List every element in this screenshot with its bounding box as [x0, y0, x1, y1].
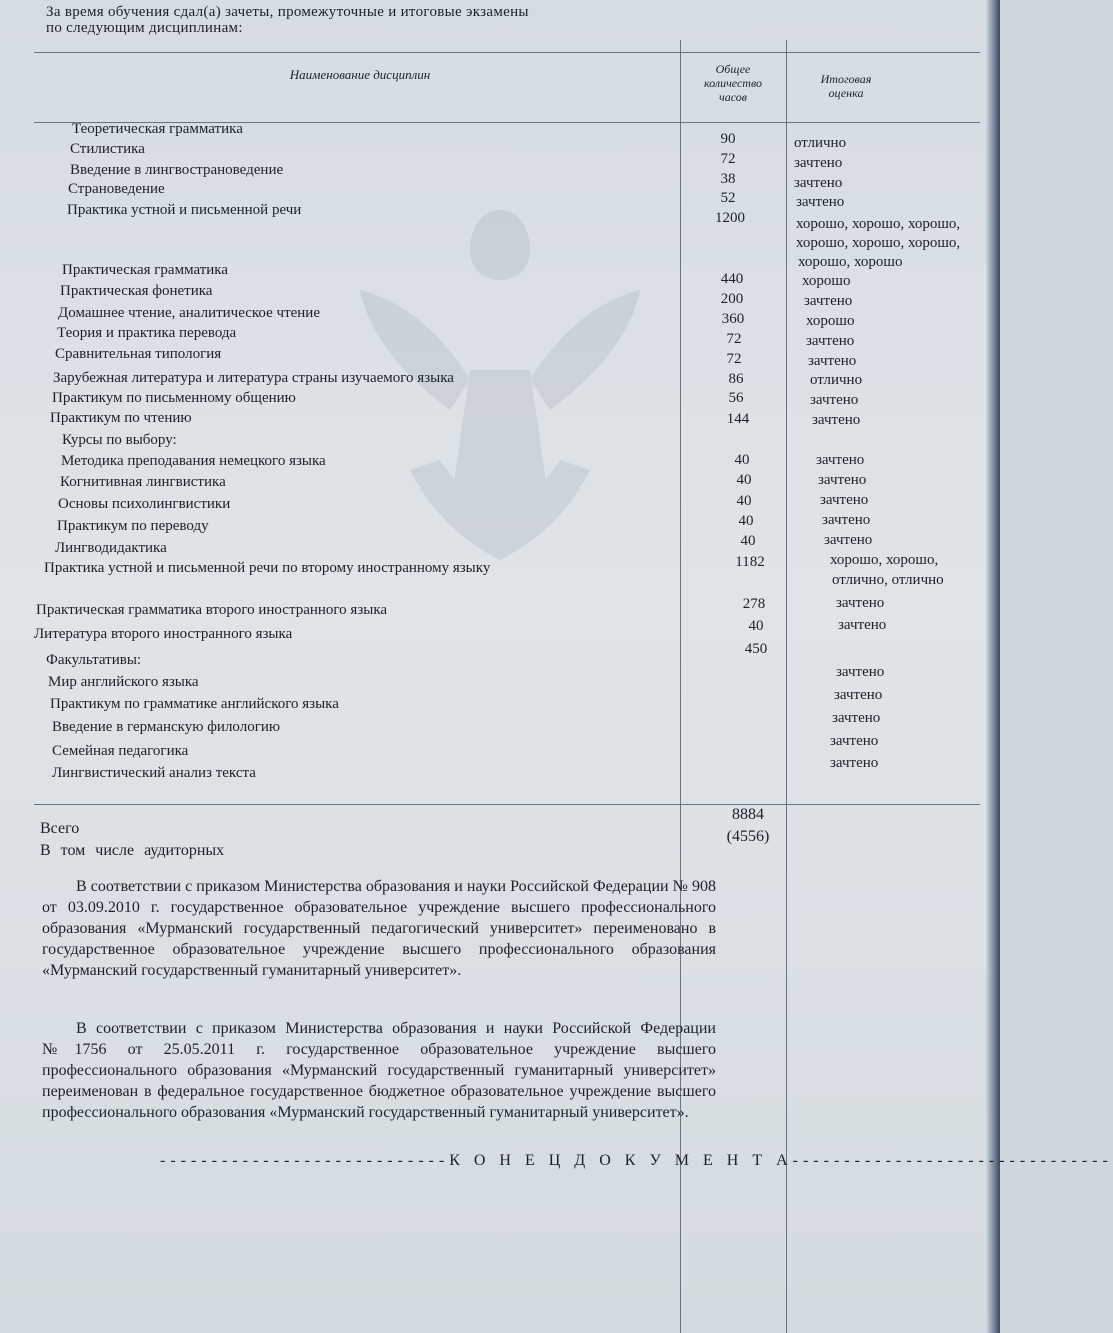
subject-grade: зачтено: [838, 617, 887, 633]
section-label-optional: Факультативы:: [46, 652, 142, 668]
subject-name: Страноведение: [68, 181, 165, 197]
subject-hours: 86: [728, 371, 744, 387]
subject-name: Сравнительная типология: [55, 346, 222, 362]
subject-name: Стилистика: [70, 141, 145, 157]
subject-grade-line-2: отлично, отлично: [832, 572, 944, 588]
subject-hours: 440: [720, 271, 744, 287]
subject-grade: зачтено: [796, 194, 845, 210]
header-line-1: За время обучения сдал(а) зачеты, промежуточные и итоговые экзамены: [46, 4, 529, 20]
table-divider-grade: [786, 40, 787, 1333]
subject-grade: зачтено: [836, 595, 885, 611]
subject-name: Теоретическая грамматика: [72, 121, 243, 137]
subject-grade: зачтено: [836, 664, 885, 680]
subject-hours: 144: [726, 411, 750, 427]
subject-name: Практическая фонетика: [60, 283, 213, 299]
subject-name: Практикум по грамматике английского языка: [50, 696, 339, 712]
header-line-2: по следующим дисциплинам:: [46, 20, 243, 36]
subject-grade: хорошо: [802, 273, 851, 289]
subject-grade: зачтено: [820, 492, 869, 508]
subject-grade: зачтено: [830, 755, 879, 771]
subject-grade: зачтено: [830, 733, 879, 749]
subject-grade: зачтено: [816, 452, 865, 468]
subject-hours: 40: [736, 472, 752, 488]
table-body-border: [34, 804, 980, 805]
subject-grade: зачтено: [818, 472, 867, 488]
table-top-border: [34, 52, 980, 53]
subject-grade: хорошо, хорошо, хорошо,: [796, 216, 961, 232]
auditory-label: В том числе аудиторных: [40, 842, 225, 859]
subject-name: Методика преподавания немецкого языка: [61, 453, 326, 469]
eagle-emblem-watermark: [300, 170, 700, 610]
subject-hours: 40: [734, 452, 750, 468]
column-header-grade-line-1: Итоговая: [820, 72, 872, 86]
subject-grade: зачтено: [808, 353, 857, 369]
column-header-hours-line-1: Общее: [715, 62, 751, 76]
total-hours: 8884: [732, 806, 764, 823]
paper-edge-shadow: [986, 0, 1000, 1333]
subject-hours: 40: [736, 493, 752, 509]
subject-hours: 1182: [735, 554, 765, 570]
subject-grade: зачтено: [824, 532, 873, 548]
subject-grade-line-3: хорошо, хорошо: [798, 254, 903, 270]
subject-name: Практикум по переводу: [57, 518, 209, 534]
subject-hours: 360: [721, 311, 745, 327]
subject-hours: 40: [740, 533, 756, 549]
subject-grade: зачтено: [804, 293, 853, 309]
subject-name: Введение в германскую филологию: [52, 719, 281, 735]
column-header-hours-line-2: количество: [703, 76, 763, 90]
subject-name: Введение в лингвострановедение: [70, 162, 284, 178]
subject-name: Теория и практика перевода: [57, 325, 237, 341]
total-label: Всего: [40, 820, 80, 837]
subject-hours: 90: [720, 131, 736, 147]
subject-name: Мир английского языка: [48, 674, 199, 690]
subject-name: Зарубежная литература и литература страны изучаемого языка: [53, 370, 454, 386]
subject-grade: зачтено: [794, 155, 843, 171]
rename-notice-paragraph-1: В соответствии с приказом Министерства образования и науки Российской Федерации № 908 от 03.09.2010 г. государственное образовательное учреждение высшего профессионального образования «Мурманский государственный педагогический университет» переименовано в государственное образовательное учреждение высшего профессионального образования «Мурманский государственный гуманитарный университет».: [42, 878, 716, 979]
subject-grade: хорошо: [806, 313, 855, 329]
subject-name: Практическая грамматика второго иностранного языка: [36, 602, 388, 618]
column-header-hours-line-3: часов: [719, 90, 747, 104]
subject-name: Семейная педагогика: [52, 743, 189, 759]
subject-name: Практическая грамматика: [62, 262, 229, 278]
subject-grade: хорошо, хорошо,: [830, 552, 939, 568]
table-divider-hours: [680, 40, 681, 1333]
column-header-hours: [680, 62, 786, 104]
subject-grade: зачтено: [834, 687, 883, 703]
subject-grade-line-2: хорошо, хорошо, хорошо,: [796, 235, 961, 251]
subject-name: Литература второго иностранного языка: [34, 626, 293, 642]
section-label-elective: Курсы по выбору:: [62, 432, 177, 448]
subject-name: Практикум по письменному общению: [52, 390, 296, 406]
subject-hours: 72: [720, 151, 736, 167]
subject-hours: 40: [738, 513, 754, 529]
subject-hours: 56: [728, 390, 744, 406]
column-header-grade-line-2: оценка: [828, 86, 864, 100]
subject-hours: 1200: [715, 210, 745, 226]
subject-name: Практикум по чтению: [50, 410, 192, 426]
subject-grade: зачтено: [794, 175, 843, 191]
subject-name: Практика устной и письменной речи: [67, 202, 302, 218]
subject-hours: 72: [726, 331, 742, 347]
subject-name: Домашнее чтение, аналитическое чтение: [58, 305, 320, 321]
subject-hours: 40: [748, 618, 764, 634]
subject-hours: 38: [720, 171, 736, 187]
column-header-grade: [786, 72, 906, 100]
subject-name: Основы психолингвистики: [58, 496, 231, 512]
column-header-name: Наименование дисциплин: [289, 67, 431, 82]
subject-hours: 278: [742, 596, 766, 612]
subject-name: Лингводидактика: [55, 540, 167, 556]
subject-name: Лингвистический анализ текста: [52, 765, 256, 781]
subject-hours: 52: [720, 190, 736, 206]
end-of-document-line: ----------------------------К О Н Е Ц Д О К У М Е Н Т А-------------------------------: [160, 1152, 1113, 1169]
subject-grade: отлично: [810, 372, 863, 388]
rename-notice-paragraph-2: В соответствии с приказом Министерства образования и науки Российской Федерации №1756 от 25.05.2011 г. государственное образовательное учреждение высшего профессионального образования «Мурманский государственный гуманитарный университет» переименован в федеральное государственное бюджетное образовательное учреждение высшего профессионального образования «Мурманский государственный гуманитарный университет».: [42, 1020, 716, 1121]
subject-grade: зачтено: [806, 333, 855, 349]
subject-grade: отлично: [794, 135, 847, 151]
subject-hours: 200: [720, 291, 744, 307]
subject-name: Практика устной и письменной речи по второму иностранному языку: [44, 560, 491, 576]
subject-name: Когнитивная лингвистика: [60, 474, 226, 490]
subject-grade: зачтено: [832, 710, 881, 726]
subject-grade: зачтено: [822, 512, 871, 528]
auditory-hours: (4556): [726, 828, 770, 845]
subject-grade: зачтено: [810, 392, 859, 408]
subject-grade: зачтено: [812, 412, 861, 428]
subject-hours: 450: [744, 641, 768, 657]
subject-hours: 72: [726, 351, 742, 367]
